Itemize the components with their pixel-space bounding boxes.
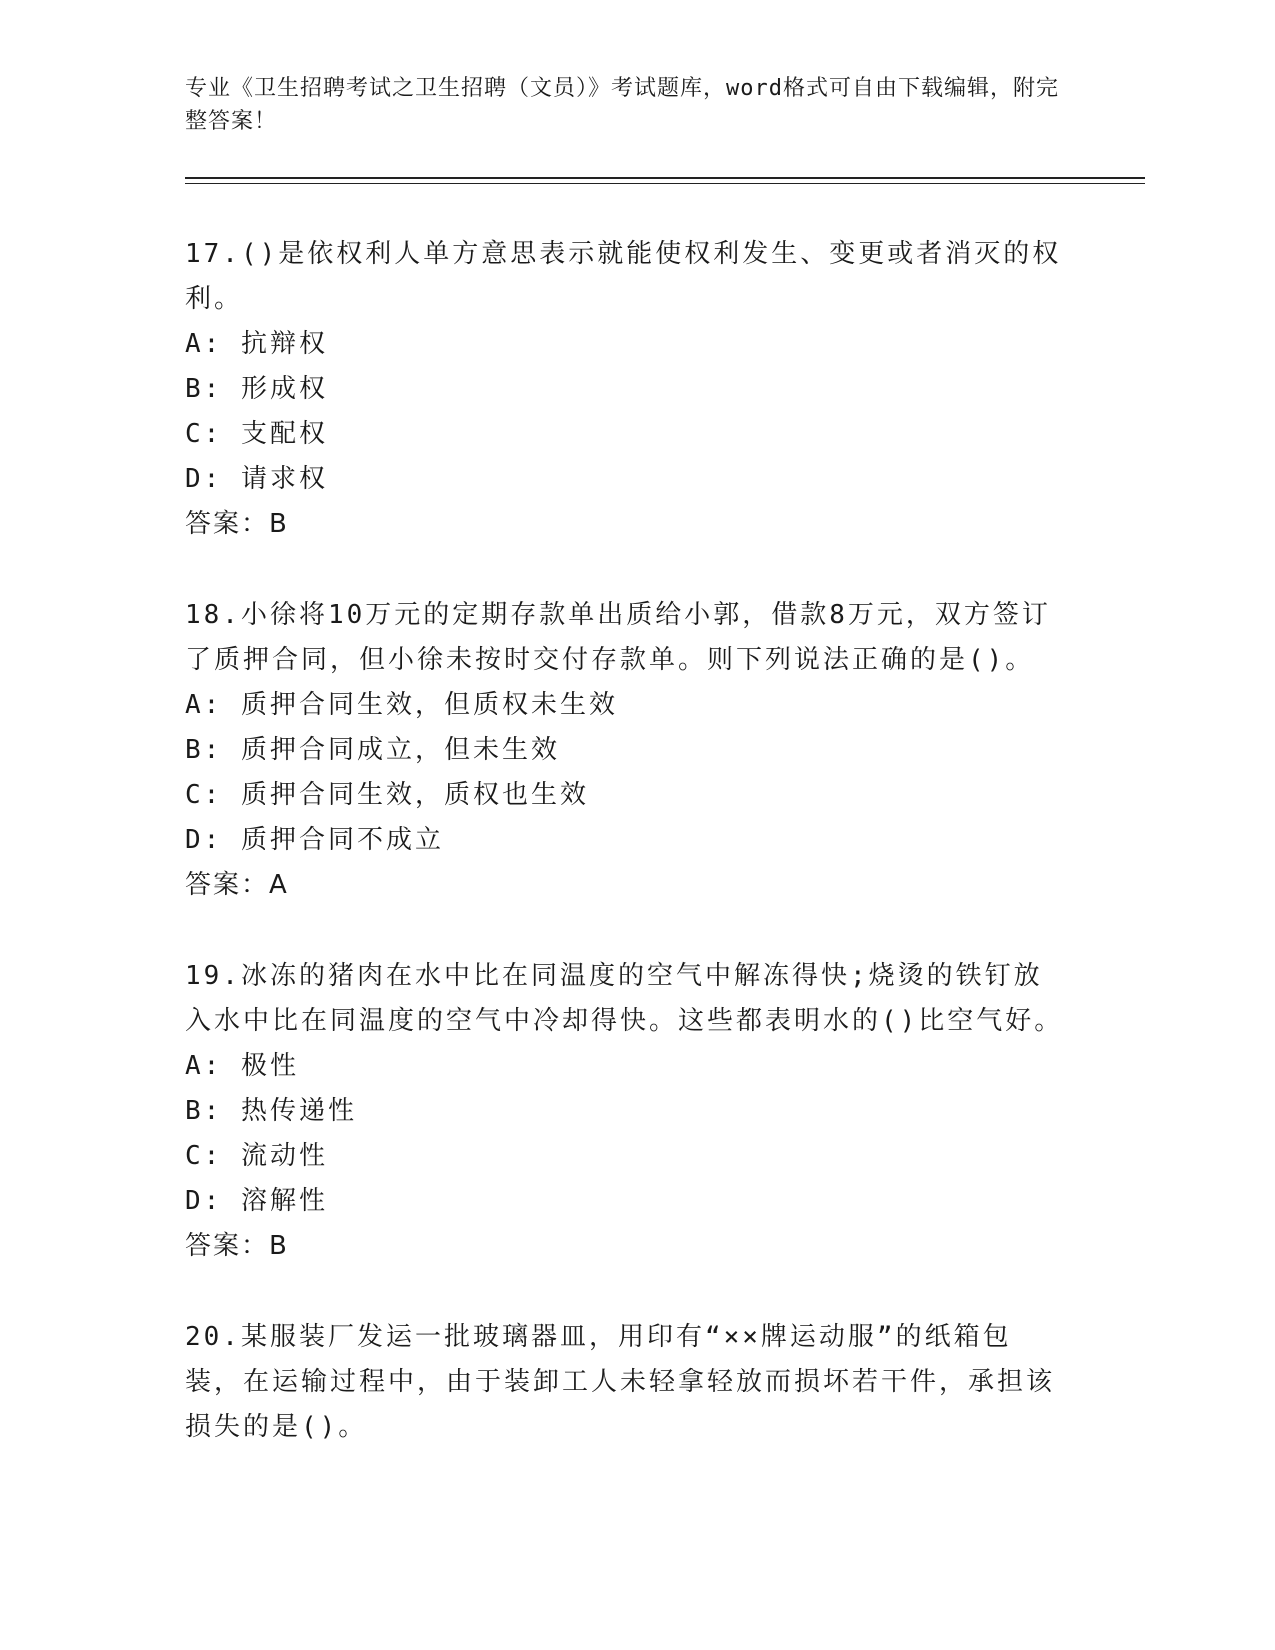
header-divider-thick — [185, 177, 1145, 179]
document-header-title: 专业《卫生招聘考试之卫生招聘（文员）》考试题库，word格式可自由下载编辑，附完整答案！ — [185, 76, 1059, 134]
option-c: C: 质押合同生效，质权也生效 — [185, 780, 589, 810]
question-stem: 17.()是依权利人单方意思表示就能使权利发生、变更或者消灭的权利。 — [185, 239, 1062, 314]
option-d: D: 质押合同不成立 — [185, 825, 444, 855]
question-17 — [185, 232, 1065, 547]
option-c: C: 支配权 — [185, 419, 328, 449]
option-a: A: 抗辩权 — [185, 329, 328, 359]
option-b: B: 质押合同成立，但未生效 — [185, 735, 560, 765]
header-divider-thin — [185, 183, 1145, 184]
option-c: C: 流动性 — [185, 1141, 328, 1171]
option-a: A: 质押合同生效，但质权未生效 — [185, 690, 618, 720]
question-18 — [185, 593, 1065, 908]
question-stem: 20.某服装厂发运一批玻璃器皿，用印有“××牌运动服”的纸箱包装，在运输过程中，由于装卸工人未轻拿轻放而损坏若干件，承担该损失的是()。 — [185, 1322, 1056, 1442]
question-19 — [185, 954, 1065, 1269]
answer-line: 答案：B — [185, 1231, 289, 1261]
option-b: B: 形成权 — [185, 374, 328, 404]
question-20 — [185, 1315, 1065, 1450]
answer-line: 答案：B — [185, 509, 289, 539]
question-list — [185, 232, 1065, 1496]
option-d: D: 溶解性 — [185, 1186, 328, 1216]
option-b: B: 热传递性 — [185, 1096, 357, 1126]
question-stem: 18.小徐将10万元的定期存款单出质给小郭，借款8万元，双方签订了质押合同，但小徐未按时交付存款单。则下列说法正确的是()。 — [185, 600, 1051, 675]
question-stem: 19.冰冻的猪肉在水中比在同温度的空气中解冻得快;烧烫的铁钉放入水中比在同温度的空气中冷却得快。这些都表明水的()比空气好。 — [185, 961, 1064, 1036]
option-a: A: 极性 — [185, 1051, 299, 1081]
answer-line: 答案：A — [185, 870, 289, 900]
option-d: D: 请求权 — [185, 464, 328, 494]
